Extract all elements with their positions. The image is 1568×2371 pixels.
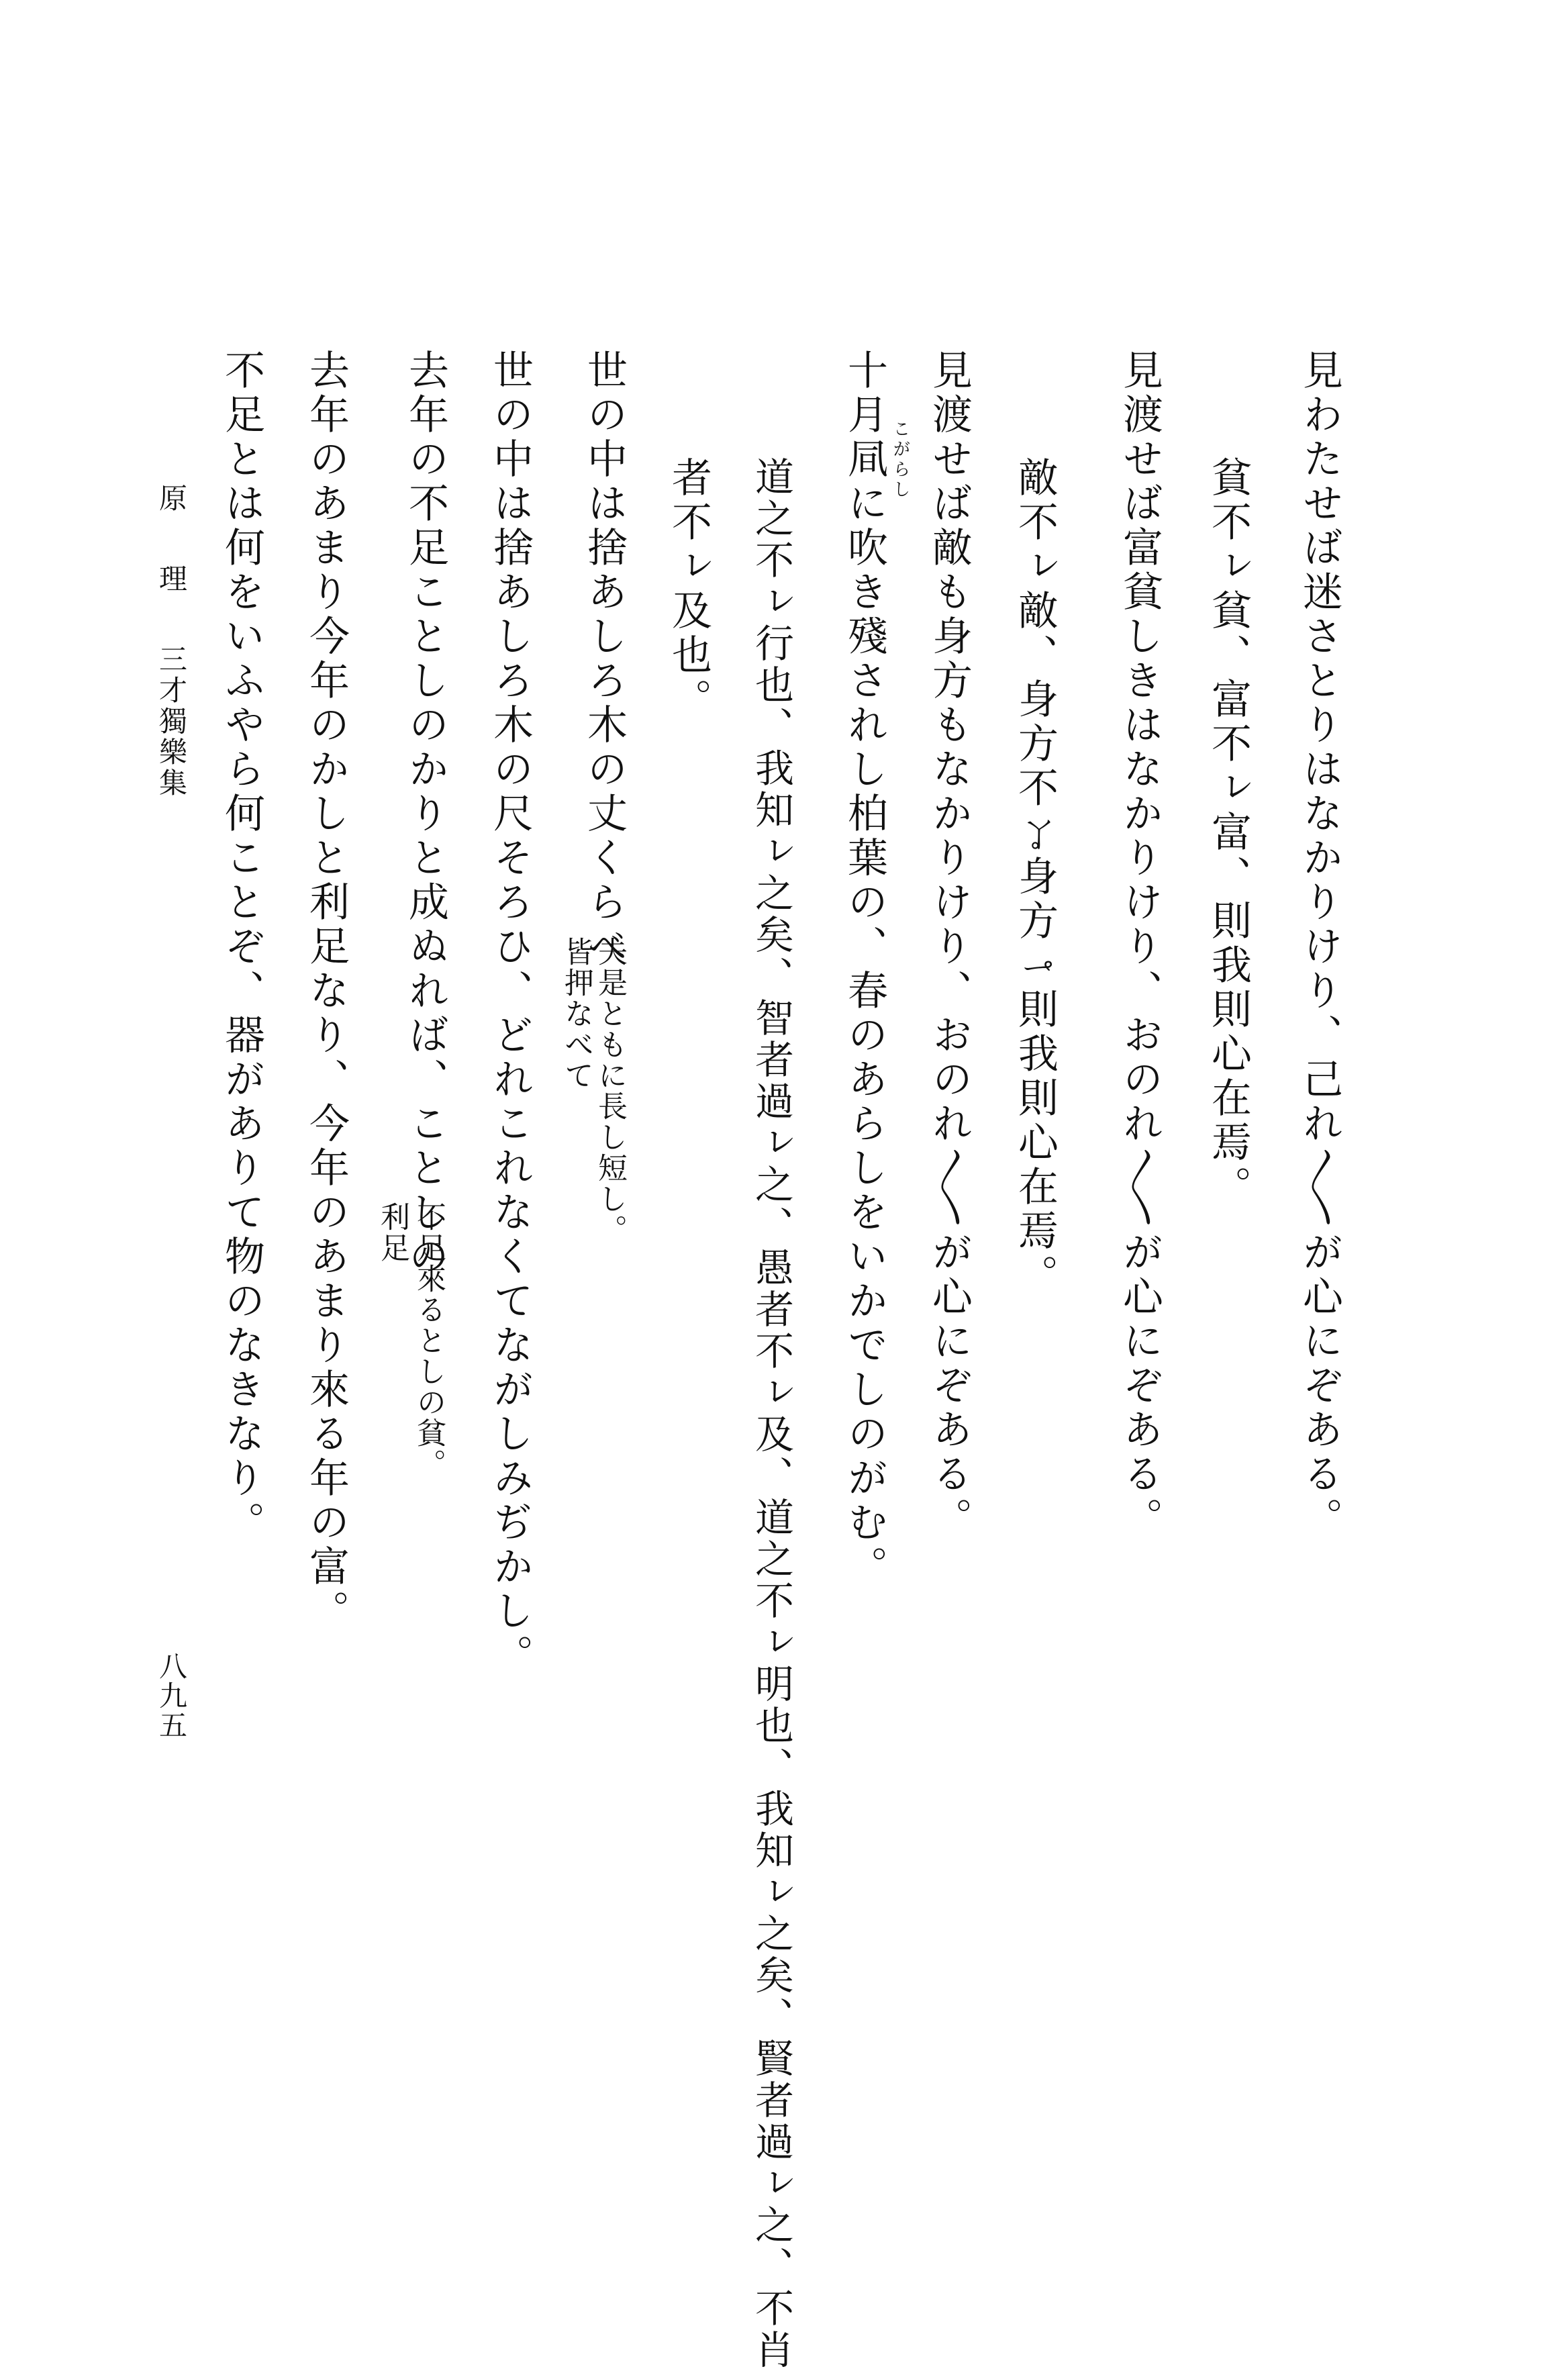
text-line-2: 貧不ㇾ貧、富不ㇾ富、則我則心在焉。 xyxy=(1205,456,1252,1210)
note-line-11a: 不足來るとしの貧。 xyxy=(411,1202,446,1480)
note-line-9b: 皆押なべて xyxy=(559,936,593,1091)
text-line-9: 世の中は捨あしろ木の丈くらべ xyxy=(581,349,628,969)
text-line-4: 敵不ㇾ敵、身方不ㆩ身方ㆪ則我則心在焉。 xyxy=(1012,456,1059,1298)
text-line-6: 十月凬に吹き殘されし柏葉の、春のあらしをいかでしのがむ。 xyxy=(841,349,888,1590)
text-line-5: 見渡せば敵も身方もなかりけり、おのれ〳〵が心にぞある。 xyxy=(926,349,973,1541)
text-line-8: 者不ㇾ及也。 xyxy=(665,456,712,722)
text-line-1: 見わたせば迷さとりはなかりけり、己れ〳〵が心にぞある。 xyxy=(1296,349,1343,1541)
text-line-12: 去年のあまり今年のかしと利足なり、今年のあまり來る年の富。 xyxy=(303,349,350,1634)
text-line-11: 去年の不足ことしのかりと成ぬれば、ことしの xyxy=(402,349,449,1279)
note-line-9a: 夫是ともに長し短し。 xyxy=(593,936,627,1245)
note-line-11b: 利足 xyxy=(375,1202,409,1263)
ruby-kogarashi: こがらし xyxy=(890,420,910,500)
text-line-13: 不足とは何をいふやら何ことぞ、器がありて物のなきなり。 xyxy=(218,349,265,1545)
text-line-10: 世の中は捨あしろ木の尺そろひ、どれこれなくてながしみぢかし。 xyxy=(487,349,534,1678)
page-number: 八九五 xyxy=(155,1651,188,1740)
text-line-3: 見渡せば富貧しきはなかりけり、おのれ〳〵が心にぞある。 xyxy=(1116,349,1163,1541)
collection-title: 三才獨樂集 xyxy=(155,644,188,799)
section-title: 原 理 xyxy=(155,483,188,604)
text-line-7: 道之不ㇾ行也、我知ㇾ之矣、智者過ㇾ之、愚者不ㇾ及、道之不ㇾ明也、我知ㇾ之矣、賢者過ㇾ之、不肖 xyxy=(748,456,794,2371)
